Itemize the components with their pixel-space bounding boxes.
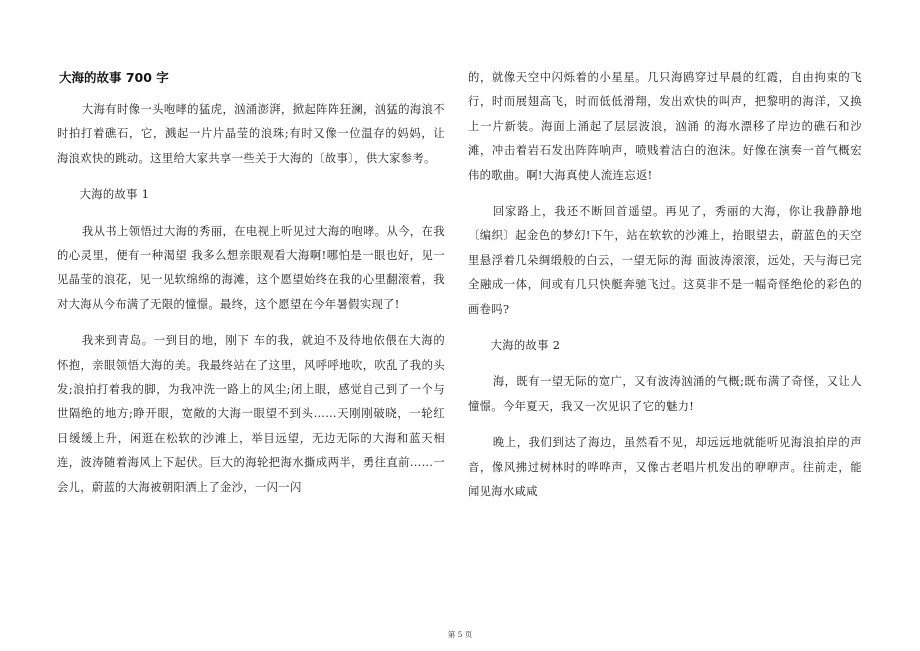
section-heading-1: 大海的故事 1: [79, 188, 150, 202]
story-1-paragraph-1: 我从书上领悟过大海的秀丽，在电视上听见过大海的咆哮。从今，在我的心灵里，便有一种渴望 我多么想亲眼观看大海啊!哪怕是一眼也好，见一见晶莹的浪花，见一见软绵绵的海滩，这个愿望始终在我的心里翻滚着，我对大海从今布满了无限的憧憬。最终，这个愿望在今年暑假实现了!: [57, 224, 445, 311]
story-2-paragraph-2: 晚上，我们到达了海边，虽然看不见，却远远地就能听见海浪拍岸的声音，像风拂过树林时的哗哗声，又像古老唱片机发出的咿咿声。往前走，能闻见海水咸咸: [468, 436, 862, 499]
section-heading-2: 大海的故事 2: [490, 339, 561, 353]
story-1-paragraph-2-continued: 的，就像天空中闪烁着的小星星。几只海鸥穿过早晨的红霞，自由拘束的飞行，时而展翅高飞，时而低低滑翔，发出欢快的叫声，把黎明的海洋，又换上一片新装。海面上涌起了层层波浪，汹涌 的海水漂移了岸边的礁石和沙滩，冲击着岩石发出阵阵响声，喷贱着洁白的泡沫。好像在演奏一首气概宏伟的歌曲。啊!大海真使人流连忘返!: [468, 71, 862, 182]
document-title: 大海的故事 700 字: [59, 70, 169, 85]
story-1-paragraph-2: 我来到青岛。一到目的地，刚下 车的我，就迫不及待地依偎在大海的怀抱，亲眼领悟大海的美。我最终站在了这里，风呼呼地吹，吹乱了我的头发;浪拍打着我的脚，为我冲洗一路上的风尘;闭上眼，感觉自己到了一个与世隔绝的地方;睁开眼，宽敞的大海一眼望不到头……天刚刚破晓，一轮红日缓缓上升，闲逛在松软的沙滩上，举目远望，无边无际的大海和蓝天相连，波涛随着海风上下起伏。巨大的海轮把海水撕成两半，勇往直前……一会儿，蔚蓝的大海被朝阳洒上了金沙，一闪一闪: [57, 334, 445, 494]
page-number: 第 5 页: [447, 630, 473, 639]
story-2-paragraph-1: 海，既有一望无际的宽广，又有波涛汹涌的气概;既布满了奇怪，又让人憧憬。今年夏天，我又一次见识了它的魅力!: [468, 375, 862, 413]
intro-paragraph: 大海有时像一头咆哮的猛虎，汹涌澎湃，掀起阵阵狂澜，汹猛的海浪不时拍打着礁石，它，溅起一片片晶莹的浪珠;有时又像一位温存的妈妈，让海浪欢快的跳动。这里给大家共享一些关于大海的〔故事〕，供大家参考。: [57, 103, 445, 165]
story-1-paragraph-3: 回家路上，我还不断回首遥望。再见了，秀丽的大海，你让我静静地〔编织〕起金色的梦幻!下午，站在软软的沙滩上，抬眼望去，蔚蓝色的天空里悬浮着几朵绸缎般的白云，一望无际的海 面波涛滚滚，远处，天与海已完全融成一体，间或有几只快艇奔驰飞过。这莫非不是一幅奇怪绝伦的彩色的画卷吗?: [468, 205, 862, 316]
right-column: [468, 66, 862, 517]
left-column: [57, 66, 445, 512]
